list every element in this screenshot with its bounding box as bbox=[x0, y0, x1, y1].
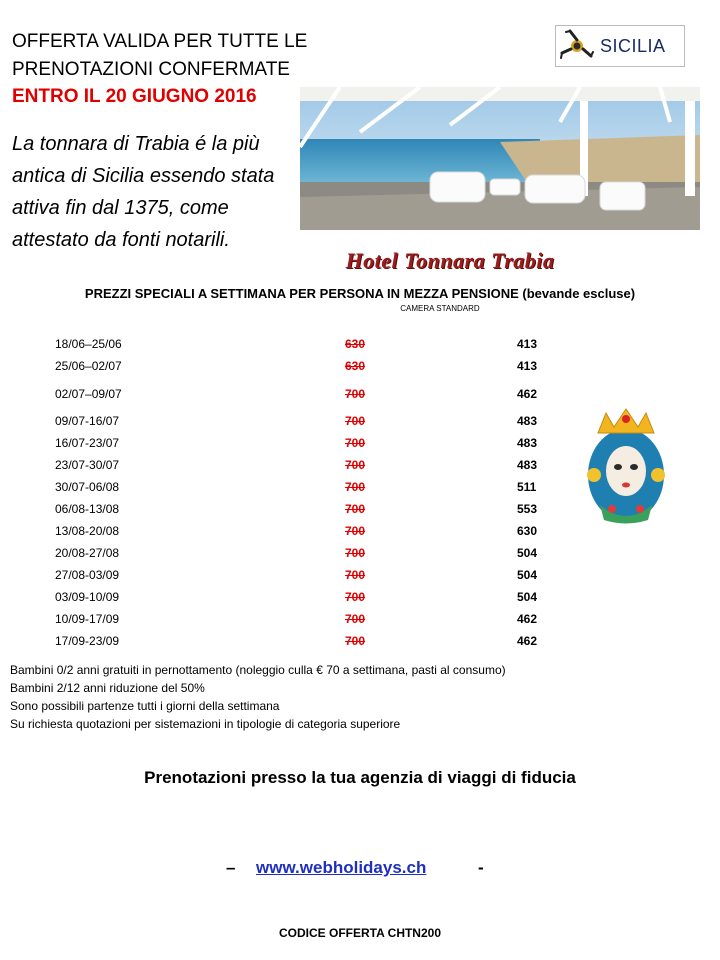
table-row bbox=[0, 359, 720, 379]
table-row bbox=[0, 634, 720, 654]
website-dash-right: - bbox=[478, 858, 484, 877]
special-price: 504 bbox=[517, 568, 538, 582]
booking-info: Prenotazioni presso la tua agenzia di viaggi di fiducia bbox=[144, 768, 576, 787]
period-dates: 20/08-27/08 bbox=[55, 546, 120, 560]
special-price: 511 bbox=[517, 480, 537, 494]
old-price: 630 bbox=[345, 359, 366, 373]
old-price: 700 bbox=[345, 590, 366, 604]
logo-text: SICILIA bbox=[600, 35, 666, 56]
old-price: 700 bbox=[345, 612, 366, 626]
special-price: 483 bbox=[517, 436, 538, 450]
old-price: 700 bbox=[345, 414, 366, 428]
special-price: 483 bbox=[517, 414, 538, 428]
special-price: 413 bbox=[517, 337, 538, 351]
table-row bbox=[0, 337, 720, 357]
period-dates: 13/08-20/08 bbox=[55, 524, 120, 538]
note-departures: Sono possibili partenze tutti i giorni della settimana bbox=[10, 699, 280, 713]
room-type-label: CAMERA STANDARD bbox=[400, 304, 480, 313]
old-price: 700 bbox=[345, 634, 366, 648]
hotel-terrace-photo bbox=[300, 87, 700, 230]
offer-deadline: ENTRO IL 20 GIUGNO 2016 bbox=[12, 86, 257, 107]
intro-text: La tonnara di Trabia é la più antica di Sicilia essendo stata attiva fin dal 1375, come attestato da fonti notarili. bbox=[12, 133, 275, 251]
hotel-name-logo: Hotel Tonnara Trabia bbox=[345, 248, 555, 273]
period-dates: 02/07–09/07 bbox=[55, 387, 122, 401]
trinacria-icon bbox=[560, 29, 594, 63]
period-dates: 03/09-10/09 bbox=[55, 590, 120, 604]
special-price: 413 bbox=[517, 359, 538, 373]
price-table-heading: PREZZI SPECIALI A SETTIMANA PER PERSONA IN MEZZA PENSIONE (bevande escluse) bbox=[84, 286, 636, 301]
special-price: 630 bbox=[517, 524, 538, 538]
old-price: 700 bbox=[345, 436, 366, 450]
offer-line-1: OFFERTA VALIDA PER TUTTE LE bbox=[12, 31, 308, 52]
period-dates: 23/07-30/07 bbox=[55, 458, 120, 472]
old-price: 700 bbox=[345, 568, 366, 582]
note-children-0-2: Bambini 0/2 anni gratuiti in pernottamento (noleggio culla € 70 a settimana, pasti al consumo) bbox=[10, 663, 506, 677]
offer-validity bbox=[12, 28, 307, 84]
table-row bbox=[0, 590, 720, 610]
old-price: 700 bbox=[345, 458, 366, 472]
period-dates: 10/09-17/09 bbox=[55, 612, 120, 626]
old-price: 700 bbox=[345, 524, 366, 538]
special-price: 553 bbox=[517, 502, 538, 516]
old-price: 630 bbox=[345, 337, 366, 351]
special-price: 483 bbox=[517, 458, 538, 472]
special-price: 462 bbox=[517, 612, 538, 626]
offer-code: CODICE OFFERTA CHTN200 bbox=[278, 926, 441, 940]
notes bbox=[10, 661, 506, 733]
special-price: 504 bbox=[517, 590, 538, 604]
special-price: 504 bbox=[517, 546, 538, 560]
sicilia-logo bbox=[555, 25, 685, 67]
table-row bbox=[0, 612, 720, 632]
period-dates: 27/08-03/09 bbox=[55, 568, 120, 582]
table-row bbox=[0, 546, 720, 566]
period-dates: 17/09-23/09 bbox=[55, 634, 120, 648]
period-dates: 18/06–25/06 bbox=[55, 337, 122, 351]
old-price: 700 bbox=[345, 387, 366, 401]
table-row bbox=[0, 568, 720, 588]
old-price: 700 bbox=[345, 502, 366, 516]
note-children-2-12: Bambini 2/12 anni riduzione del 50% bbox=[10, 681, 205, 695]
old-price: 700 bbox=[345, 480, 366, 494]
website-dash-left: – bbox=[226, 858, 236, 877]
period-dates: 06/08-13/08 bbox=[55, 502, 120, 516]
period-dates: 30/07-06/08 bbox=[55, 480, 120, 494]
note-upgrades: Su richiesta quotazioni per sistemazioni in tipologie di categoria superiore bbox=[10, 717, 401, 731]
special-price: 462 bbox=[517, 387, 538, 401]
special-price: 462 bbox=[517, 634, 538, 648]
moor-head-vase-image bbox=[578, 405, 674, 527]
period-dates: 09/07-16/07 bbox=[55, 414, 120, 428]
table-row bbox=[0, 387, 720, 407]
period-dates: 16/07-23/07 bbox=[55, 436, 120, 450]
old-price: 700 bbox=[345, 546, 366, 560]
website-link[interactable]: www.webholidays.ch bbox=[256, 858, 427, 877]
offer-line-2: PRENOTAZIONI CONFERMATE bbox=[12, 59, 290, 80]
period-dates: 25/06–02/07 bbox=[55, 359, 122, 373]
